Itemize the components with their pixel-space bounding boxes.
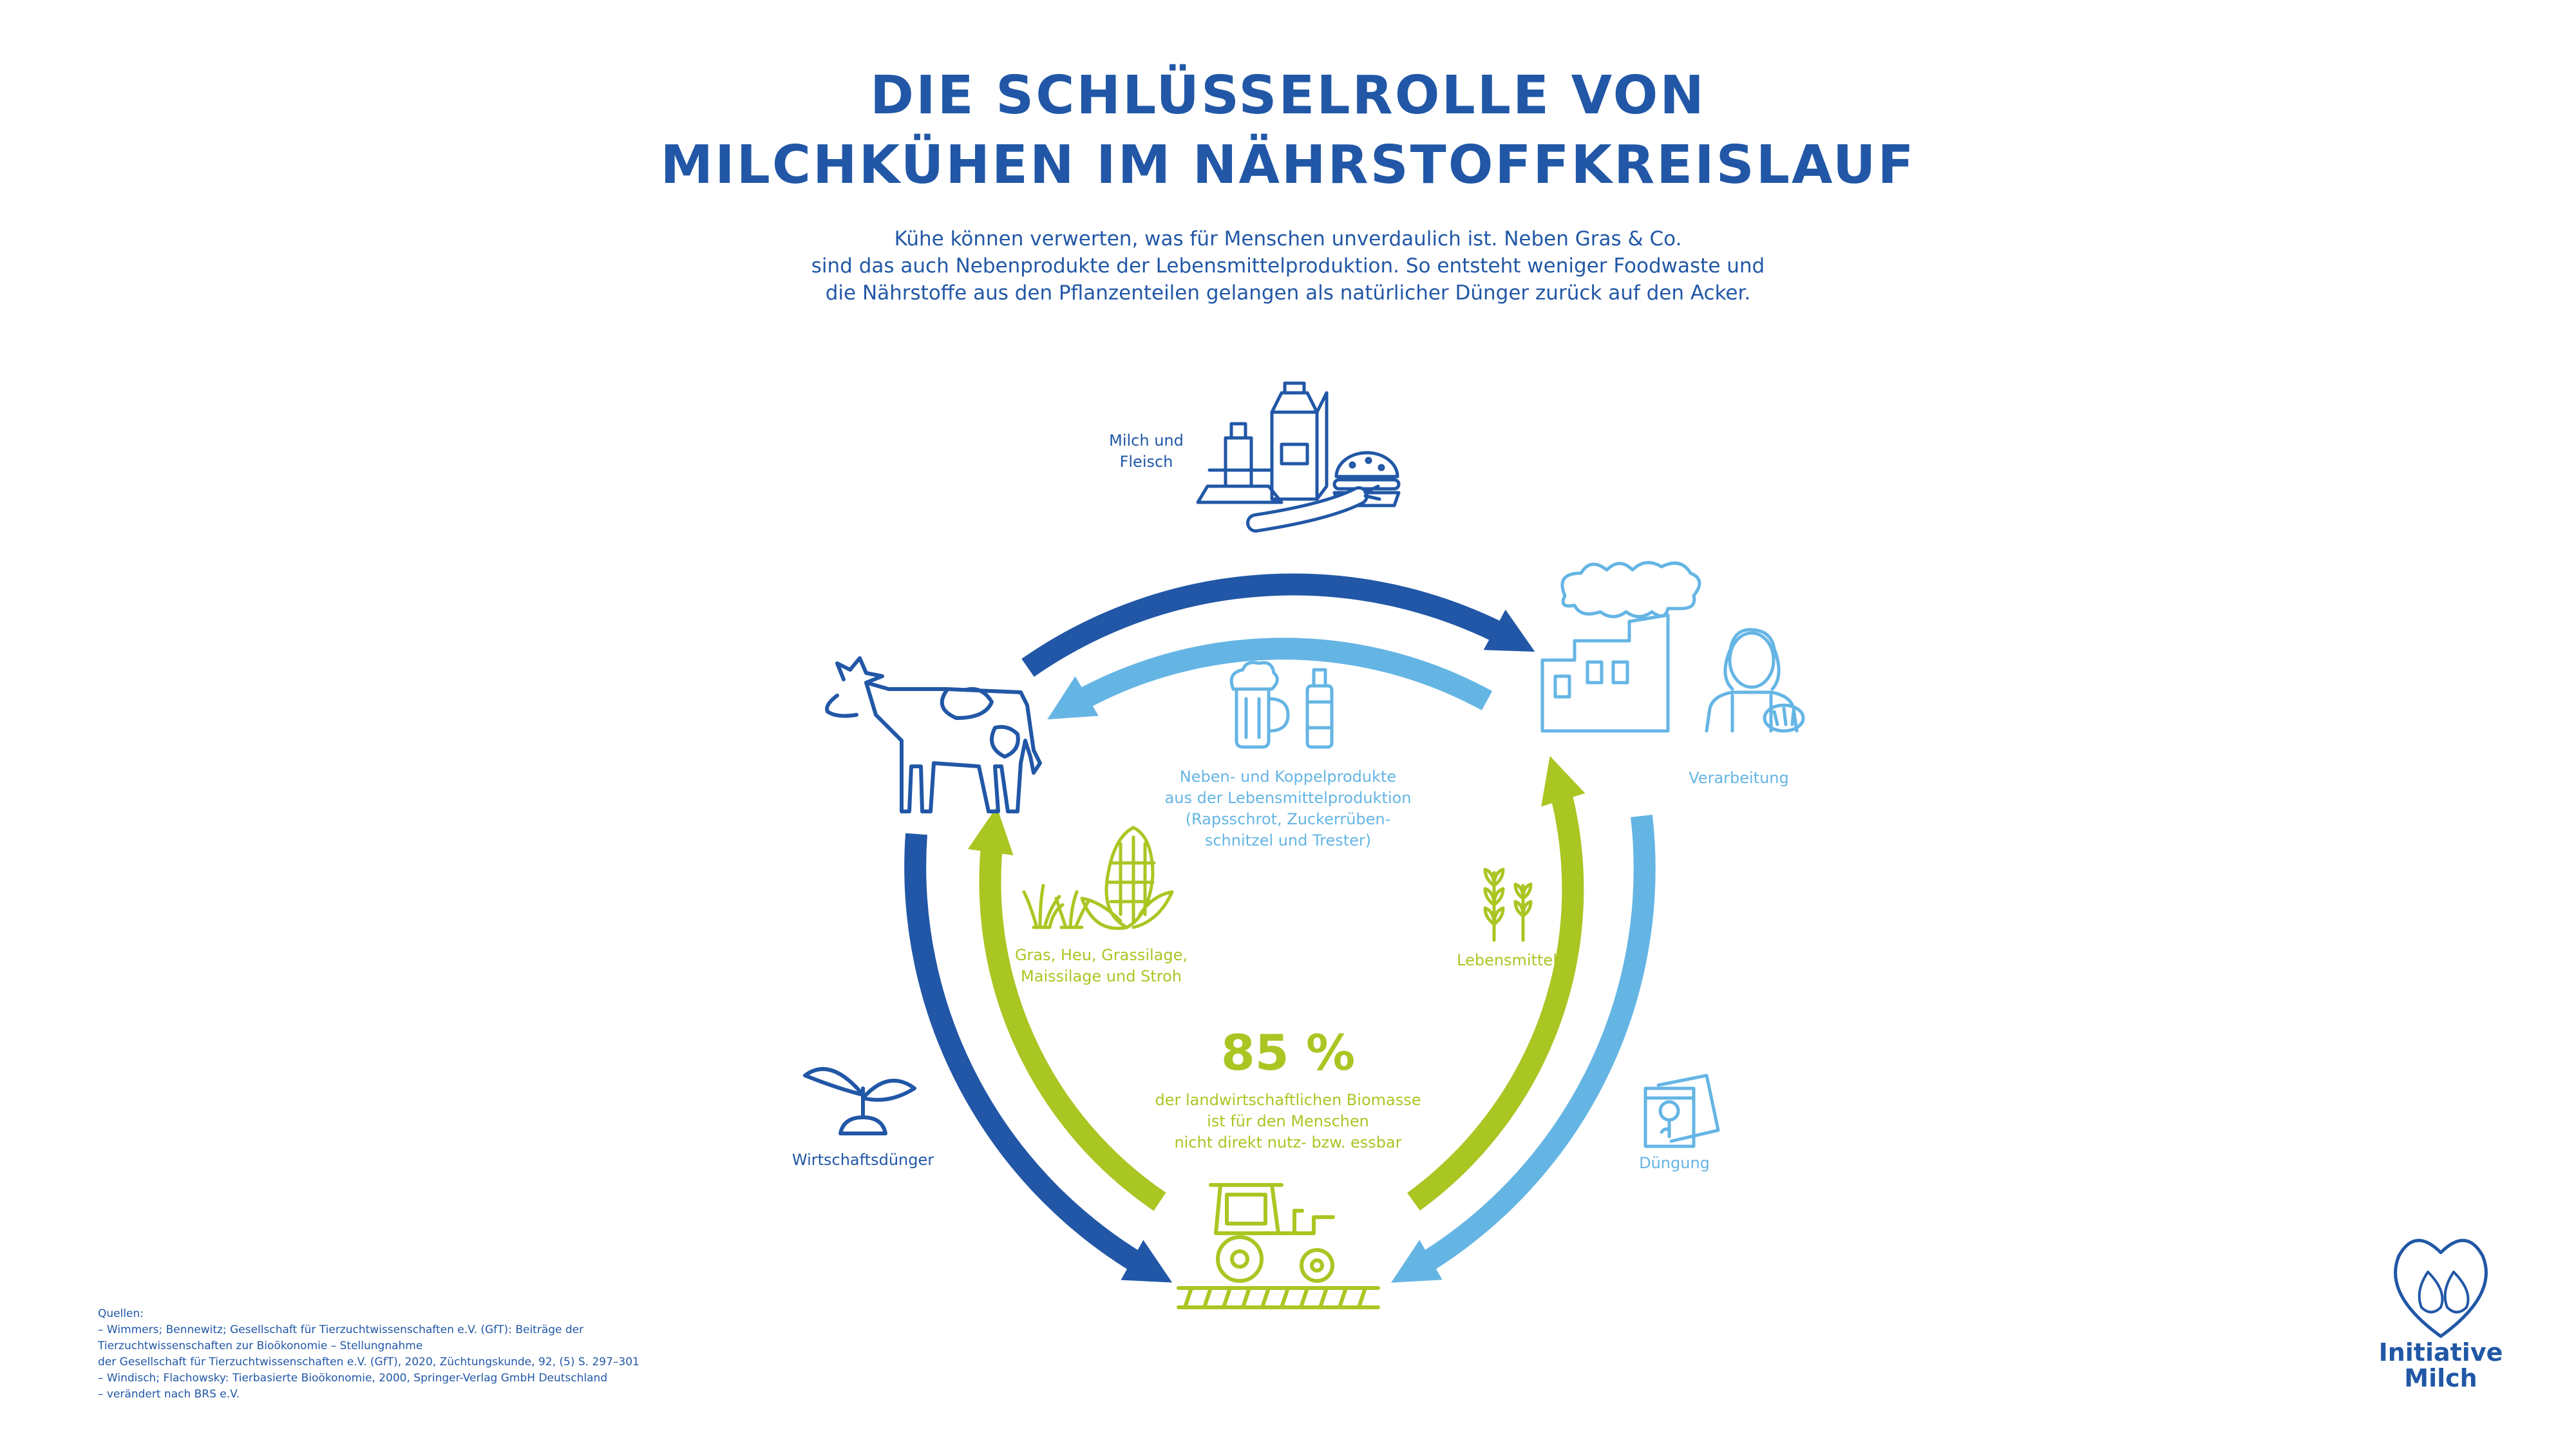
worker-icon — [1707, 630, 1803, 731]
source-line: Tierzuchtwissenschaften zur Bioökonomie – Stellungnahme — [98, 1340, 423, 1352]
label-wirtschaftsduenger: Wirtschaftsdünger — [791, 1151, 934, 1169]
milk-heart-logo-icon — [2396, 1240, 2486, 1336]
label-duengung: Düngung — [1639, 1154, 1710, 1172]
sources-heading: Quellen: — [98, 1307, 144, 1320]
source-line: – Wimmers; Bennewitz; Gesellschaft für Tierzuchtwissenschaften e.V. (GfT): Beiträge der — [98, 1323, 584, 1336]
wheat-icon — [1485, 869, 1531, 940]
logo-text: Initiative Milch — [2378, 1338, 2503, 1392]
seed-packet-icon — [1645, 1075, 1718, 1146]
milk-products-icon — [1198, 383, 1399, 523]
tractor-icon — [1179, 1185, 1378, 1307]
title-line-1: DIE SCHLÜSSELROLLE VON — [870, 65, 1706, 126]
label-gras: Gras, Heu, Grassilage, Maissilage und Stroh — [1014, 946, 1188, 985]
source-line: – verändert nach BRS e.V. — [98, 1388, 240, 1401]
stat-value: 85 % — [1220, 1024, 1356, 1081]
intro-line-1: Kühe können verwerten, was für Menschen unverdaulich ist. Neben Gras & Co. — [894, 227, 1682, 251]
sources-block — [98, 1306, 639, 1403]
label-nebenprodukte: Neben- und Koppelprodukte aus der Lebensmittelproduktion (Rapsschrot, Zuckerrüben- schnitzel und Trester) — [1164, 768, 1412, 849]
label-verarbeitung: Verarbeitung — [1689, 769, 1789, 787]
title-line-2: MILCHKÜHEN IM NÄHRSTOFFKREISLAUF — [660, 135, 1916, 196]
intro-line-3: die Nährstoffe aus den Pflanzenteilen gelangen als natürlicher Dünger zurück auf den Acker. — [825, 281, 1751, 305]
cow-icon — [827, 658, 1040, 811]
source-line: – Windisch; Flachowsky: Tierbasierte Bioökonomie, 2000, Springer-Verlag GmbH Deutschland — [98, 1372, 608, 1385]
seedling-icon — [805, 1069, 914, 1133]
factory-icon — [1542, 563, 1700, 731]
intro-line-2: sind das auch Nebenprodukte der Lebensmittelproduktion. So entsteht weniger Foodwaste und — [811, 254, 1765, 278]
beer-bottle-icon — [1231, 663, 1332, 747]
label-milch-fleisch: Milch und Fleisch — [1109, 431, 1184, 471]
label-lebensmittel: Lebensmittel — [1457, 951, 1557, 969]
stat-description: der landwirtschaftlichen Biomasse ist für den Menschen nicht direkt nutz- bzw. essbar — [1155, 1091, 1421, 1151]
source-line: der Gesellschaft für Tierzuchtwissenschaften e.V. (GfT), 2020, Züchtungskunde, 92, (5) S. 297–301 — [98, 1356, 639, 1368]
